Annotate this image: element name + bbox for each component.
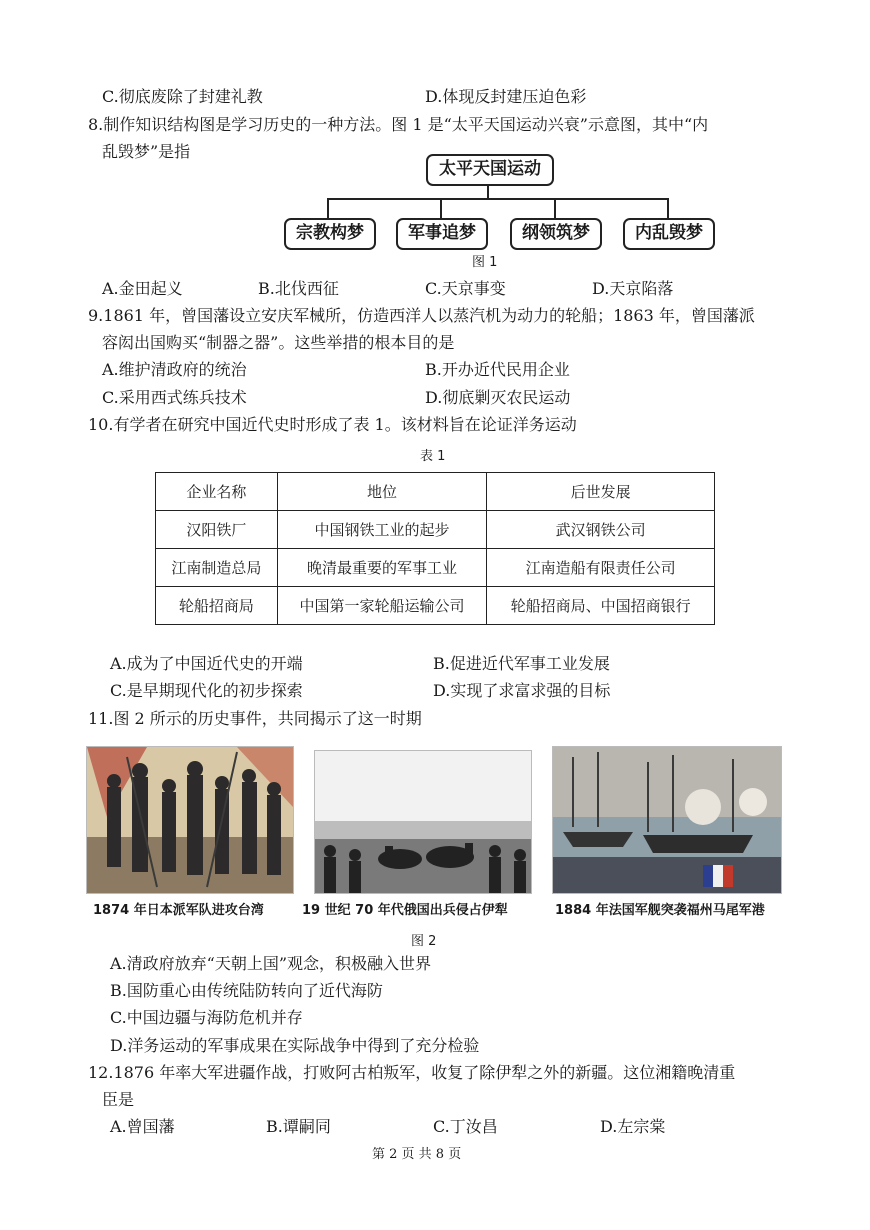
q9-stem-line1: 9.1861 年，曾国藩设立安庆军械所，仿造西洋人以蒸汽机为动力的轮船；1863 年，曾国藩派: [88, 306, 755, 325]
table-row: [156, 549, 715, 587]
table-cell: 中国钢铁工业的起步: [277, 511, 487, 549]
q8-option-d: D.天京陷落: [592, 279, 674, 298]
q9-option-a: A.维护清政府的统治: [102, 360, 247, 379]
q9-option-b: B.开办近代民用企业: [425, 360, 570, 379]
table-row: [156, 511, 715, 549]
q9-stem-line2: 容闳出国购买“制器之器”。这些举措的根本目的是: [102, 333, 455, 352]
japan-taiwan-image: [86, 746, 294, 894]
diagram-connector: [327, 198, 669, 200]
q9-option-c: C.采用西式练兵技术: [102, 388, 247, 407]
table-cell: 中国第一家轮船运输公司: [277, 587, 487, 625]
image-1-caption: 1874 年日本派军队进攻台湾: [93, 903, 264, 918]
diagram-connector: [667, 198, 669, 218]
diagram-child-box: 军事追梦: [396, 218, 488, 250]
table-header-cell: 后世发展: [487, 473, 715, 511]
enterprise-table: [155, 472, 715, 625]
table-header-cell: 地位: [277, 473, 487, 511]
table-cell: 江南制造总局: [156, 549, 278, 587]
q11-option-a: A.清政府放弃“天朝上国”观念，积极融入世界: [110, 954, 432, 973]
diagram-connector: [487, 184, 489, 199]
diagram-connector: [327, 198, 329, 218]
figure-2-caption: 图 2: [411, 934, 437, 949]
table-header-row: [156, 473, 715, 511]
table-cell: 江南造船有限责任公司: [487, 549, 715, 587]
table-cell: 轮船招商局: [156, 587, 278, 625]
table-cell: 晚清最重要的军事工业: [277, 549, 487, 587]
page-footer: 第 2 页 共 8 页: [372, 1147, 462, 1162]
q11-option-d: D.洋务运动的军事成果在实际战争中得到了充分检验: [110, 1036, 480, 1055]
table-header-cell: 企业名称: [156, 473, 278, 511]
q12-option-b: B.谭嗣同: [266, 1117, 331, 1136]
diagram-child-box: 内乱毁梦: [623, 218, 715, 250]
q7-option-d: D.体现反封建压迫色彩: [425, 87, 587, 106]
russia-ili-image: [314, 750, 532, 894]
q12-option-a: A.曾国藩: [110, 1117, 175, 1136]
table-row: [156, 587, 715, 625]
table-cell: 轮船招商局、中国招商银行: [487, 587, 715, 625]
q10-option-a: A.成为了中国近代史的开端: [110, 654, 303, 673]
q10-option-d: D.实现了求富求强的目标: [433, 681, 611, 700]
q10-option-c: C.是早期现代化的初步探索: [110, 681, 303, 700]
q7-option-c: C.彻底废除了封建礼教: [102, 87, 263, 106]
figure-1-caption: 图 1: [472, 255, 498, 270]
table-cell: 汉阳铁厂: [156, 511, 278, 549]
image-2-caption: 19 世纪 70 年代俄国出兵侵占伊犁: [302, 903, 508, 918]
france-mawei-image: [552, 746, 782, 894]
q9-option-d: D.彻底剿灭农民运动: [425, 388, 571, 407]
table-1-caption: 表 1: [420, 449, 446, 464]
diagram-connector: [440, 198, 442, 218]
image-3-caption: 1884 年法国军舰突袭福州马尾军港: [555, 903, 765, 918]
q12-stem-line1: 12.1876 年率大军进疆作战，打败阿古柏叛军，收复了除伊犁之外的新疆。这位湘籍晚清重: [88, 1063, 736, 1082]
q12-option-d: D.左宗棠: [600, 1117, 666, 1136]
q11-option-b: B.国防重心由传统陆防转向了近代海防: [110, 981, 383, 1000]
q8-option-b: B.北伐西征: [258, 279, 339, 298]
diagram-child-box: 宗教构梦: [284, 218, 376, 250]
q8-option-a: A.金田起义: [102, 279, 183, 298]
q8-stem-line2: 乱毁梦”是指: [102, 142, 191, 161]
table-cell: 武汉钢铁公司: [487, 511, 715, 549]
q8-option-c: C.天京事变: [425, 279, 506, 298]
q11-stem: 11.图 2 所示的历史事件，共同揭示了这一时期: [88, 709, 422, 728]
q10-option-b: B.促进近代军事工业发展: [433, 654, 610, 673]
q12-stem-line2: 臣是: [102, 1090, 135, 1109]
diagram-connector: [554, 198, 556, 218]
q12-option-c: C.丁汝昌: [433, 1117, 498, 1136]
diagram-child-box: 纲领筑梦: [510, 218, 602, 250]
q11-option-c: C.中国边疆与海防危机并存: [110, 1008, 303, 1027]
q8-stem-line1: 8.制作知识结构图是学习历史的一种方法。图 1 是“太平天国运动兴衰”示意图，其中“内: [88, 115, 709, 134]
diagram-root-box: 太平天国运动: [426, 154, 554, 186]
q10-stem: 10.有学者在研究中国近代史时形成了表 1。该材料旨在论证洋务运动: [88, 415, 577, 434]
